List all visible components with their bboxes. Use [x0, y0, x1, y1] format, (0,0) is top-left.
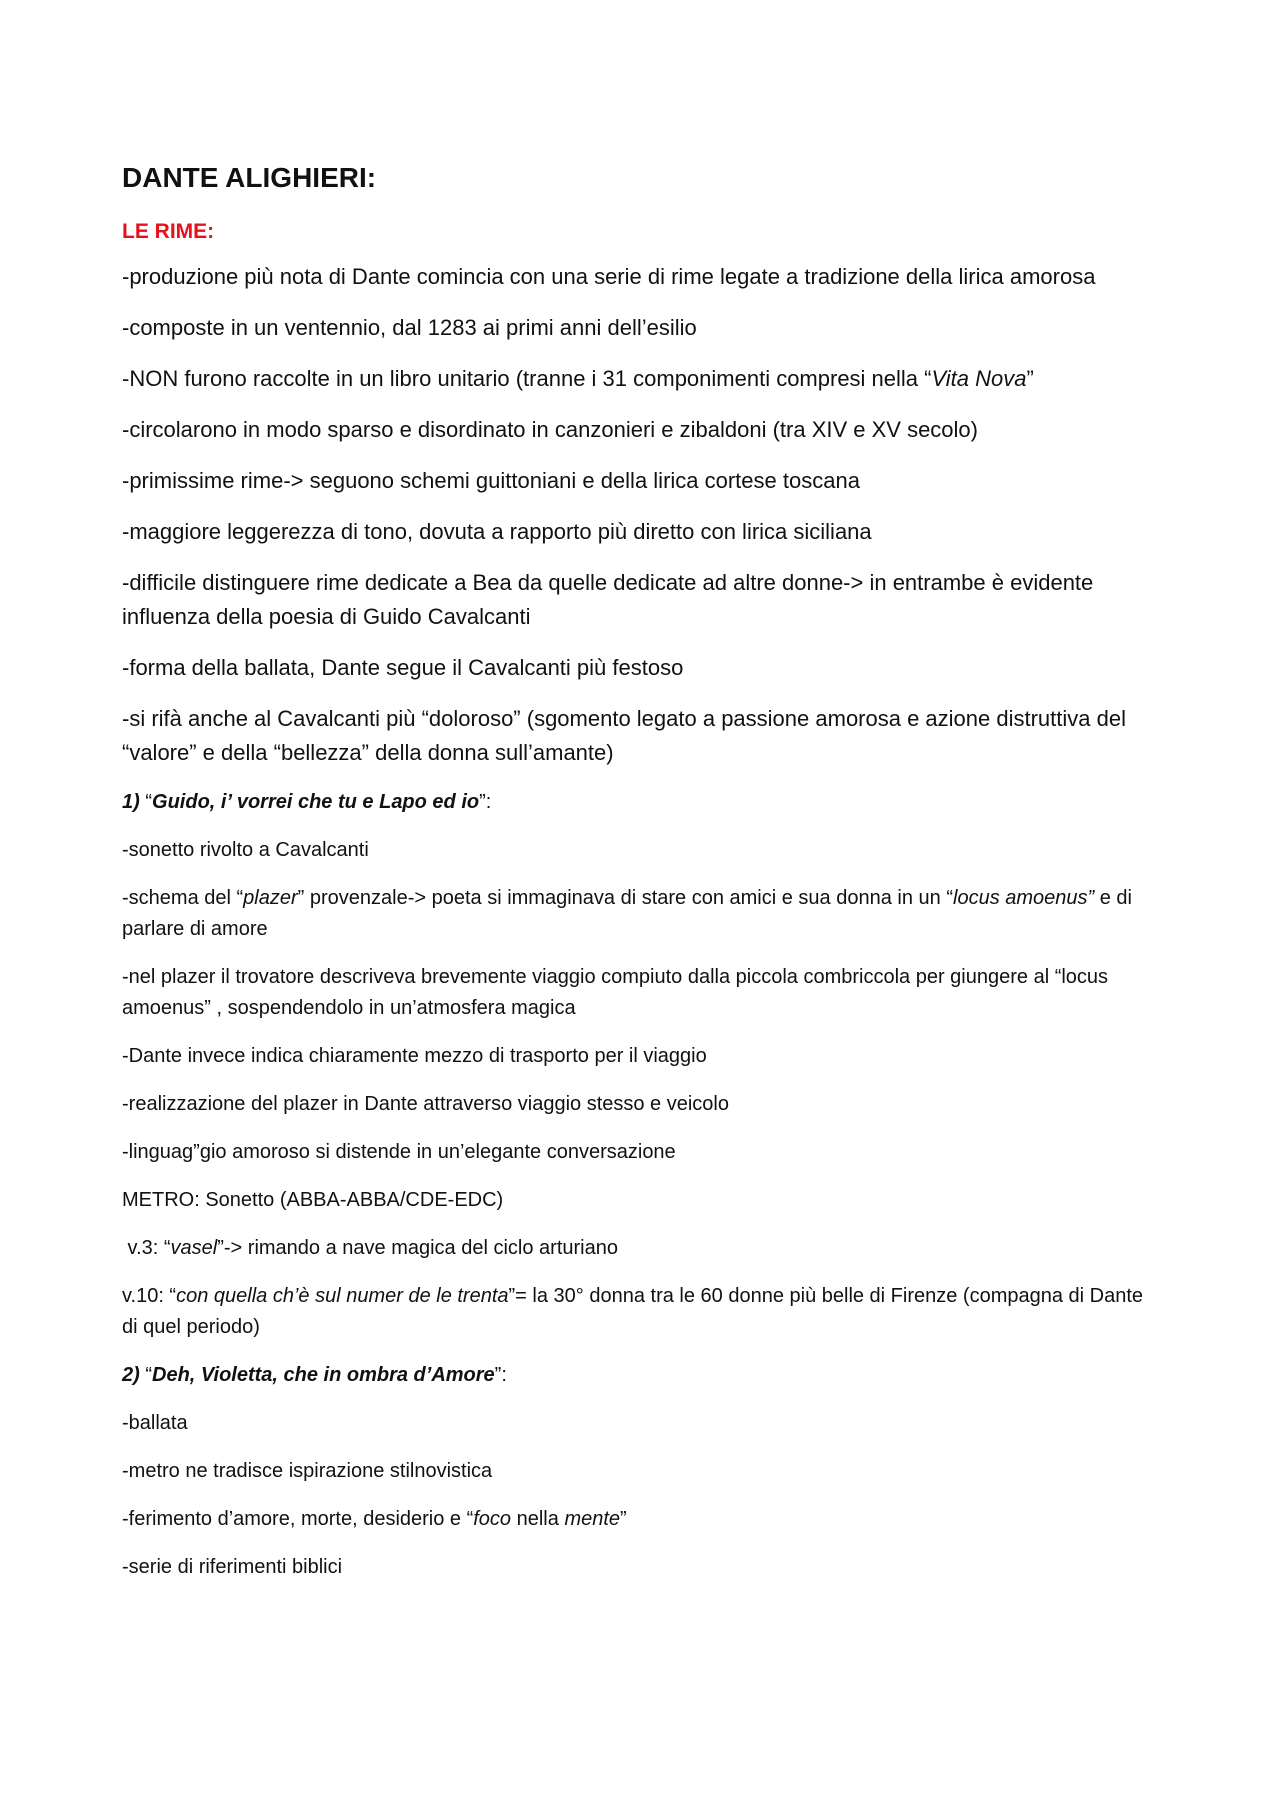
intro-paragraph: -NON furono raccolte in un libro unitario (tranne i 31 componimenti compresi nella “Vita Nova”	[122, 366, 1034, 391]
poem-1-note: -realizzazione del plazer in Dante attraverso viaggio stesso e veicolo	[122, 1093, 729, 1115]
poem-2-heading: 2) “Deh, Violetta, che in ombra d’Amore”:	[122, 1364, 507, 1386]
intro-paragraph: -maggiore leggerezza di tono, dovuta a rapporto più diretto con lirica siciliana	[122, 519, 872, 544]
poem-1-note: -Dante invece indica chiaramente mezzo di trasporto per il viaggio	[122, 1045, 707, 1067]
poem-1-verse-note: v.3: “vasel”-> rimando a nave magica del ciclo arturiano	[122, 1237, 618, 1259]
intro-paragraph: -produzione più nota di Dante comincia con una serie di rime legate a tradizione della lirica amorosa	[122, 264, 1096, 289]
intro-paragraph: -circolarono in modo sparso e disordinato in canzonieri e zibaldoni (tra XIV e XV secolo)	[122, 417, 978, 442]
intro-paragraph: -composte in un ventennio, dal 1283 ai primi anni dell’esilio	[122, 315, 697, 340]
document-page	[122, 160, 1162, 1600]
poem-1-note: -linguag”gio amoroso si distende in un’elegante conversazione	[122, 1141, 676, 1163]
poem-2-note: -ballata	[122, 1412, 188, 1434]
poem-2-note: -serie di riferimenti biblici	[122, 1556, 343, 1578]
poem-1-metro: METRO: Sonetto (ABBA-ABBA/CDE-EDC)	[122, 1189, 504, 1211]
intro-paragraph: -si rifà anche al Cavalcanti più “doloroso” (sgomento legato a passione amorosa e azione distruttiva del “valore” e della “bellezza” della donna sull’amante)	[122, 706, 1126, 765]
poem-1-heading: 1) “Guido, i’ vorrei che tu e Lapo ed io”:	[122, 791, 492, 813]
poem-1-note: -schema del “plazer” provenzale-> poeta si immaginava di stare con amici e sua donna in un “locus amoenus” e di parlare di amore	[122, 887, 1132, 940]
poem-2-note: -metro ne tradisce ispirazione stilnovistica	[122, 1460, 493, 1482]
intro-paragraph: -difficile distinguere rime dedicate a Bea da quelle dedicate ad altre donne-> in entrambe è evidente influenza della poesia di Guido Cavalcanti	[122, 570, 1094, 629]
poem-1-note: -nel plazer il trovatore descriveva brevemente viaggio compiuto dalla piccola combriccola per giungere al “locus amoenus” , sospendendolo in un’atmosfera magica	[122, 966, 1109, 1019]
intro-paragraph: -primissime rime-> seguono schemi guittoniani e della lirica cortese toscana	[122, 468, 860, 493]
intro-paragraph: -forma della ballata, Dante segue il Cavalcanti più festoso	[122, 655, 684, 680]
poem-1-verse-note: v.10: “con quella ch’è sul numer de le trenta”= la 30° donna tra le 60 donne più belle di Firenze (compagna di Dante di quel periodo)	[122, 1285, 1144, 1338]
section-title: LE RIME:	[122, 220, 215, 243]
document-title: DANTE ALIGHIERI:	[122, 162, 377, 193]
poem-1-note: -sonetto rivolto a Cavalcanti	[122, 839, 369, 861]
poem-2-note: -ferimento d’amore, morte, desiderio e “foco nella mente”	[122, 1508, 627, 1530]
